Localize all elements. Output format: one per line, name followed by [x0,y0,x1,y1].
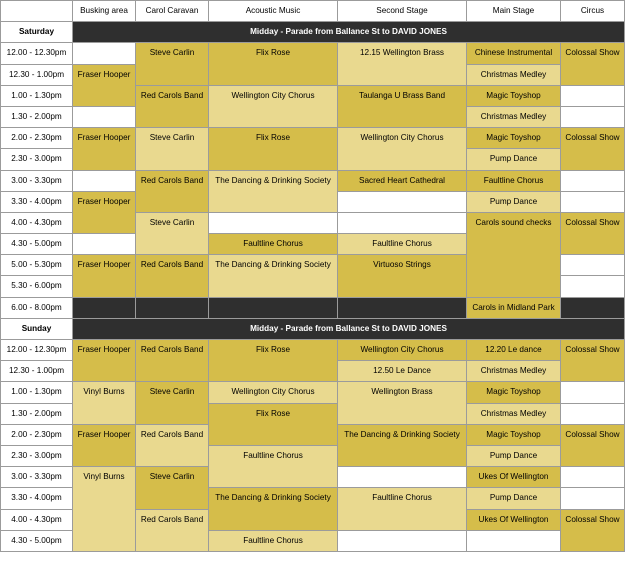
schedule-cell-empty [467,530,561,551]
schedule-cell: Fraser Hooper [73,191,136,233]
schedule-cell: Vinyl Burns [73,467,136,552]
schedule-cell: Red Carols Band [136,255,209,297]
schedule-cell: Sacred Heart Cathedral [338,170,467,191]
schedule-cell-dark [209,297,338,318]
schedule-cell: Wellington City Chorus [209,382,338,403]
schedule-cell: Flix Rose [209,403,338,445]
schedule-cell: Fraser Hooper [73,340,136,382]
schedule-cell: Colossal Show [561,424,625,466]
schedule-cell-empty [561,255,625,276]
schedule-cell: Fraser Hooper [73,255,136,297]
col-header-circus: Circus [561,1,625,22]
schedule-cell: Ukes Of Wellington [467,509,561,530]
time-slot: 3.30 - 4.00pm [1,191,73,212]
schedule-cell: Colossal Show [561,43,625,85]
col-header-acoustic: Acoustic Music [209,1,338,22]
schedule-cell: Steve Carlin [136,43,209,85]
schedule-cell: Faultline Chorus [209,530,338,551]
schedule-cell: Flix Rose [209,340,338,382]
schedule-cell: Steve Carlin [136,467,209,509]
schedule-cell: Magic Toyshop [467,85,561,106]
schedule-cell: Wellington City Chorus [338,340,467,361]
schedule-cell-empty [338,212,467,233]
schedule-cell-empty [561,191,625,212]
schedule-cell-empty [73,43,136,64]
header-row [1,1,625,22]
day-label: Saturday [1,22,73,43]
schedule-cell-dark [73,297,136,318]
schedule-cell: Fraser Hooper [73,424,136,466]
schedule-cell: Steve Carlin [136,382,209,424]
schedule-cell: Christmas Medley [467,361,561,382]
time-slot: 12.00 - 12.30pm [1,340,73,361]
time-slot: 2.00 - 2.30pm [1,424,73,445]
time-slot: 2.30 - 3.00pm [1,149,73,170]
time-slot: 12.30 - 1.00pm [1,64,73,85]
time-slot: 12.30 - 1.00pm [1,361,73,382]
schedule-cell: The Dancing & Drinking Society [209,170,338,212]
schedule-cell: Ukes Of Wellington [467,467,561,488]
schedule-cell: Red Carols Band [136,424,209,466]
table-row [1,170,625,191]
time-slot: 5.00 - 5.30pm [1,255,73,276]
schedule-cell: Pump Dance [467,445,561,466]
schedule-cell: Christmas Medley [467,106,561,127]
schedule-cell: Carols in Midland Park [467,297,561,318]
schedule-cell: Wellington Brass [338,382,467,424]
schedule-cell-empty [561,467,625,488]
col-header-carol: Carol Caravan [136,1,209,22]
time-slot: 1.00 - 1.30pm [1,382,73,403]
schedule-cell: Red Carols Band [136,85,209,127]
time-slot: 3.00 - 3.30pm [1,170,73,191]
time-slot: 1.30 - 2.00pm [1,403,73,424]
schedule-cell: Steve Carlin [136,212,209,254]
schedule-cell: Flix Rose [209,128,338,170]
schedule-cell: Carols sound checks [467,212,561,297]
time-slot: 2.00 - 2.30pm [1,128,73,149]
schedule-cell: Faultline Chorus [209,234,338,255]
schedule-cell-empty [561,85,625,106]
schedule-cell: Faultline Chorus [209,445,338,487]
schedule-cell: Chinese Instrumental [467,43,561,64]
time-slot: 1.30 - 2.00pm [1,106,73,127]
table-row [1,43,625,64]
schedule-cell: Fraser Hooper [73,128,136,170]
schedule-cell: Magic Toyshop [467,424,561,445]
schedule-cell: Pump Dance [467,488,561,509]
time-slot: 4.30 - 5.00pm [1,234,73,255]
schedule-cell: Red Carols Band [136,509,209,551]
schedule-cell: The Dancing & Drinking Society [209,255,338,297]
day-label: Sunday [1,318,73,339]
schedule-cell: Colossal Show [561,128,625,170]
schedule-cell-empty [561,488,625,509]
schedule-cell: 12.20 Le dance [467,340,561,361]
parade-banner: Midday - Parade from Ballance St to DAVID JONES [73,22,625,43]
schedule-cell-empty [338,191,467,212]
time-slot: 4.30 - 5.00pm [1,530,73,551]
schedule-cell: 12.15 Wellington Brass [338,43,467,85]
schedule-cell: Pump Dance [467,191,561,212]
time-slot: 4.00 - 4.30pm [1,212,73,233]
corner-cell [1,1,73,22]
schedule-cell: Magic Toyshop [467,128,561,149]
time-slot: 3.30 - 4.00pm [1,488,73,509]
schedule-cell: The Dancing & Drinking Society [209,488,338,530]
schedule-cell: Vinyl Burns [73,382,136,424]
table-row [1,297,625,318]
schedule-cell: Christmas Medley [467,64,561,85]
schedule-cell-empty [561,276,625,297]
col-header-main: Main Stage [467,1,561,22]
schedule-cell: Pump Dance [467,149,561,170]
col-header-busking: Busking area [73,1,136,22]
time-slot: 4.00 - 4.30pm [1,509,73,530]
schedule-cell: Red Carols Band [136,340,209,382]
schedule-cell-empty [561,382,625,403]
schedule-cell: Christmas Medley [467,403,561,424]
schedule-cell: Colossal Show [561,509,625,551]
parade-banner: Midday - Parade from Ballance St to DAVID JONES [73,318,625,339]
day-row-saturday [1,22,625,43]
schedule-cell-empty [209,212,338,233]
col-header-second: Second Stage [338,1,467,22]
schedule-cell-empty [561,403,625,424]
table-row [1,382,625,403]
time-slot: 5.30 - 6.00pm [1,276,73,297]
schedule-cell: Fraser Hooper [73,64,136,106]
time-slot: 2.30 - 3.00pm [1,445,73,466]
time-slot: 6.00 - 8.00pm [1,297,73,318]
schedule-cell: Faultline Chorus [338,234,467,255]
schedule-cell: Faultline Chorus [338,488,467,530]
schedule-cell-dark [338,297,467,318]
schedule-cell: Wellington City Chorus [338,128,467,170]
time-slot: 12.00 - 12.30pm [1,43,73,64]
schedule-cell-dark [136,297,209,318]
schedule-cell-empty [73,170,136,191]
time-slot: 3.00 - 3.30pm [1,467,73,488]
schedule-cell-dark [561,297,625,318]
schedule-cell: Taulanga U Brass Band [338,85,467,127]
schedule-cell: Red Carols Band [136,170,209,212]
schedule-cell: Colossal Show [561,212,625,254]
schedule-cell: The Dancing & Drinking Society [338,424,467,466]
schedule-cell: Colossal Show [561,340,625,382]
schedule-cell-empty [73,234,136,255]
schedule-cell-empty [338,530,467,551]
schedule-cell-empty [561,106,625,127]
schedule-cell: Magic Toyshop [467,382,561,403]
table-row [1,128,625,149]
schedule-cell-empty [561,170,625,191]
table-row [1,340,625,361]
schedule-cell-empty [338,467,467,488]
schedule-cell: 12.50 Le Dance [338,361,467,382]
schedule-cell: Virtuoso Strings [338,255,467,297]
schedule-cell: Flix Rose [209,43,338,85]
time-slot: 1.00 - 1.30pm [1,85,73,106]
schedule-cell: Steve Carlin [136,128,209,170]
day-row-sunday [1,318,625,339]
schedule-cell: Wellington City Chorus [209,85,338,127]
schedule-cell: Faultline Chorus [467,170,561,191]
schedule-cell-empty [73,106,136,127]
